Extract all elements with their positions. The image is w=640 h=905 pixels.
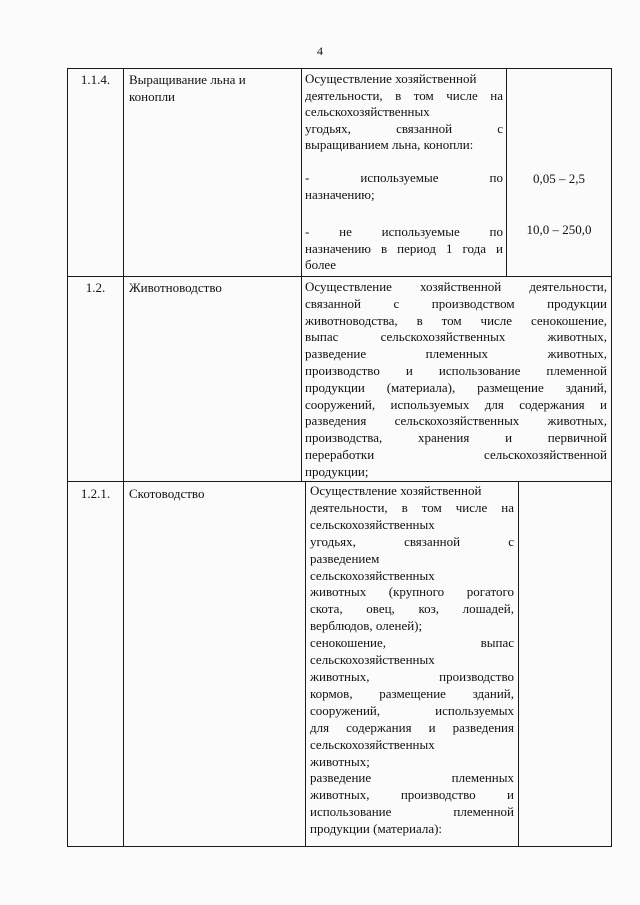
description-line: верблюдов, оленей); <box>310 618 423 634</box>
description-line: использование племенной <box>310 804 514 820</box>
description-line: назначению; <box>305 186 375 202</box>
description-line: угодьях, связанной с <box>310 533 514 549</box>
description-line: для содержания и разведения <box>310 719 514 735</box>
description-line: назначению в период 1 года и <box>305 240 503 256</box>
description-line: продукции (материала), размещение зданий, <box>305 379 607 395</box>
description-line: животных (крупного рогатого <box>310 584 514 600</box>
row-name-line: Выращивание льна и <box>129 72 246 87</box>
description-line: более <box>305 257 336 272</box>
description-line: деятельности, в том числе на <box>310 499 514 515</box>
description-line: производства, хранения и первичной <box>305 430 607 446</box>
description-line: сооружений, используемых <box>310 702 514 718</box>
description-line: сельскохозяйственных <box>310 516 435 532</box>
row-description-item <box>305 170 503 203</box>
description-line: животных; <box>310 753 370 769</box>
table-rule-right <box>611 68 612 847</box>
row-value: 0,05 – 2,5 <box>533 171 585 186</box>
table-rule-left <box>67 68 68 847</box>
description-line: животных, производство и <box>310 787 514 803</box>
page-number: 4 <box>317 44 323 58</box>
row-code: 1.1.4. <box>80 72 111 87</box>
description-line: животноводства, в том числе сенокошение, <box>305 312 607 328</box>
row-description-item <box>305 224 503 274</box>
description-line: продукции; <box>305 463 369 479</box>
row-description <box>305 279 607 481</box>
description-line: сельскохозяйственных <box>310 567 435 583</box>
table-rule-desc-row3 <box>518 481 519 847</box>
row-name <box>129 486 301 503</box>
description-line: выпас сельскохозяйственных животных, <box>305 329 607 345</box>
row-description <box>305 71 503 154</box>
description-line: - не используемые по <box>305 224 503 239</box>
table-rule-name-row3 <box>305 481 306 847</box>
row-code: 1.2. <box>85 280 106 295</box>
table-rule-row-2 <box>67 481 612 482</box>
description-line: разведение племенных <box>310 770 514 786</box>
row-name <box>129 280 297 297</box>
table-rule-name <box>301 68 302 481</box>
table-rule-top <box>67 68 612 69</box>
description-line: Осуществление хозяйственной <box>310 483 482 498</box>
description-line: сельскохозяйственных <box>310 736 435 752</box>
description-line: сооружений, используемых для содержания и <box>305 396 607 412</box>
row-name-line: Животноводство <box>129 280 222 295</box>
description-line: деятельности, в том числе на <box>305 87 503 103</box>
description-line: - используемые по <box>305 170 503 185</box>
description-line: связанной с производством продукции <box>305 295 607 311</box>
row-code: 1.2.1. <box>80 486 111 501</box>
row-description <box>310 483 514 838</box>
description-line: сенокошение, выпас <box>310 635 514 651</box>
row-name-line: конопли <box>129 88 176 104</box>
description-line: кормов, размещение зданий, <box>310 685 514 701</box>
description-line: сельскохозяйственных <box>310 652 435 668</box>
description-line: угодьях, связанной с <box>305 120 503 136</box>
table-rule-row-1 <box>67 276 612 277</box>
description-line: производство и использование племенной <box>305 362 607 378</box>
description-line: разведение племенных животных, <box>305 346 607 362</box>
description-line: Осуществление хозяйственной деятельности, <box>305 279 607 294</box>
description-line: сельскохозяйственных <box>305 104 430 119</box>
description-line: разведением <box>310 550 380 566</box>
description-line: разведения сельскохозяйственных животных, <box>305 413 607 429</box>
row-name <box>129 72 297 105</box>
row-name-line: Скотоводство <box>129 486 205 501</box>
description-line: Осуществление хозяйственной <box>305 71 477 86</box>
table-rule-code <box>123 68 124 847</box>
description-line: выращиванием льна, конопли: <box>305 137 474 152</box>
description-line: скота, овец, коз, лошадей, <box>310 601 514 617</box>
table-rule-bottom <box>67 846 612 847</box>
row-value: 10,0 – 250,0 <box>526 222 592 237</box>
description-line: продукции (материала): <box>310 821 443 837</box>
description-line: переработки сельскохозяйственной <box>305 446 607 462</box>
description-line: животных, производство <box>310 668 514 684</box>
